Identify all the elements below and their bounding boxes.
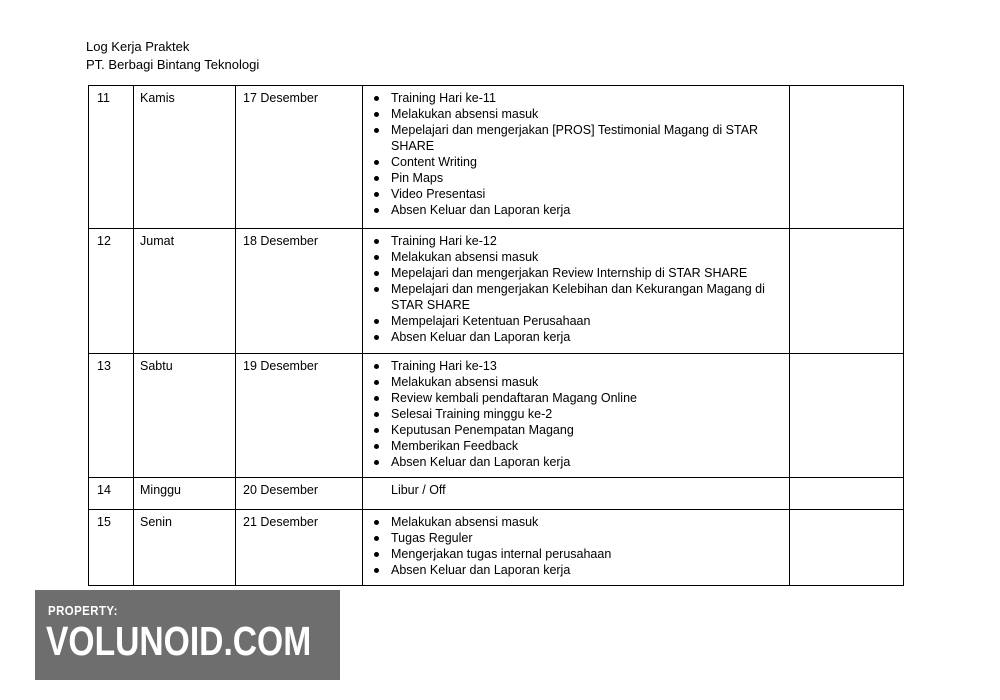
work-log-table — [88, 85, 904, 586]
activities-cell — [363, 354, 790, 478]
entry-number-cell: 13 — [89, 354, 134, 478]
date-cell: 20 Desember — [236, 478, 363, 510]
activity-item: Mepelajari dan mengerjakan Kelebihan dan Kekurangan Magang di STAR SHARE — [363, 281, 781, 313]
activity-item: Absen Keluar dan Laporan kerja — [363, 202, 781, 218]
activity-item: Libur / Off — [391, 483, 446, 497]
activity-item: Melakukan absensi masuk — [363, 249, 781, 265]
activity-item: Training Hari ke-12 — [363, 233, 781, 249]
activity-item: Tugas Reguler — [363, 530, 781, 546]
notes-cell — [790, 510, 904, 586]
document-header — [86, 38, 259, 74]
notes-cell — [790, 354, 904, 478]
activity-item: Melakukan absensi masuk — [363, 374, 781, 390]
log-table-row — [89, 510, 904, 586]
log-table-row — [89, 354, 904, 478]
activity-item: Pin Maps — [363, 170, 781, 186]
activity-item: Melakukan absensi masuk — [363, 514, 781, 530]
entry-number-cell: 15 — [89, 510, 134, 586]
company-name: PT. Berbagi Bintang Teknologi — [86, 57, 260, 72]
activities-cell — [363, 510, 790, 586]
activity-item: Training Hari ke-11 — [363, 90, 781, 106]
log-table-row — [89, 86, 904, 229]
document-title: Log Kerja Praktek — [86, 39, 190, 54]
activity-item: Mepelajari dan mengerjakan [PROS] Testimonial Magang di STAR SHARE — [363, 122, 781, 154]
date-cell: 17 Desember — [236, 86, 363, 229]
activity-item: Content Writing — [363, 154, 781, 170]
activity-item: Video Presentasi — [363, 186, 781, 202]
notes-cell — [790, 478, 904, 510]
activity-item: Memberikan Feedback — [363, 438, 781, 454]
log-table-row — [89, 229, 904, 354]
day-cell: Jumat — [134, 229, 236, 354]
notes-cell — [790, 86, 904, 229]
entry-number-cell: 12 — [89, 229, 134, 354]
activities-list — [363, 358, 781, 470]
activity-item: Mepelajari dan mengerjakan Review Internship di STAR SHARE — [363, 265, 781, 281]
activity-item: Mempelajari Ketentuan Perusahaan — [363, 313, 781, 329]
activity-item: Selesai Training minggu ke-2 — [363, 406, 781, 422]
watermark-property-label: PROPERTY: — [48, 603, 118, 618]
date-cell: 18 Desember — [236, 229, 363, 354]
date-cell: 21 Desember — [236, 510, 363, 586]
entry-number-cell: 11 — [89, 86, 134, 229]
day-cell: Minggu — [134, 478, 236, 510]
activities-list — [363, 514, 781, 578]
log-table-body — [89, 86, 904, 586]
activities-list — [363, 482, 781, 498]
day-cell: Kamis — [134, 86, 236, 229]
day-cell: Senin — [134, 510, 236, 586]
activity-item: Review kembali pendaftaran Magang Online — [363, 390, 781, 406]
activities-cell — [363, 86, 790, 229]
log-table-row — [89, 478, 904, 510]
date-cell: 19 Desember — [236, 354, 363, 478]
watermark-site-name: VOLUNOID.COM — [46, 618, 312, 664]
entry-number-cell: 14 — [89, 478, 134, 510]
activity-item: Absen Keluar dan Laporan kerja — [363, 562, 781, 578]
day-cell: Sabtu — [134, 354, 236, 478]
activities-list — [363, 233, 781, 345]
activity-item: Absen Keluar dan Laporan kerja — [363, 329, 781, 345]
notes-cell — [790, 229, 904, 354]
activity-item: Absen Keluar dan Laporan kerja — [363, 454, 781, 470]
watermark-banner — [35, 590, 340, 680]
activity-item: Mengerjakan tugas internal perusahaan — [363, 546, 781, 562]
activities-cell — [363, 229, 790, 354]
activity-item: Training Hari ke-13 — [363, 358, 781, 374]
activities-list — [363, 90, 781, 218]
activity-item: Keputusan Penempatan Magang — [363, 422, 781, 438]
activities-cell — [363, 478, 790, 510]
activity-item: Melakukan absensi masuk — [363, 106, 781, 122]
